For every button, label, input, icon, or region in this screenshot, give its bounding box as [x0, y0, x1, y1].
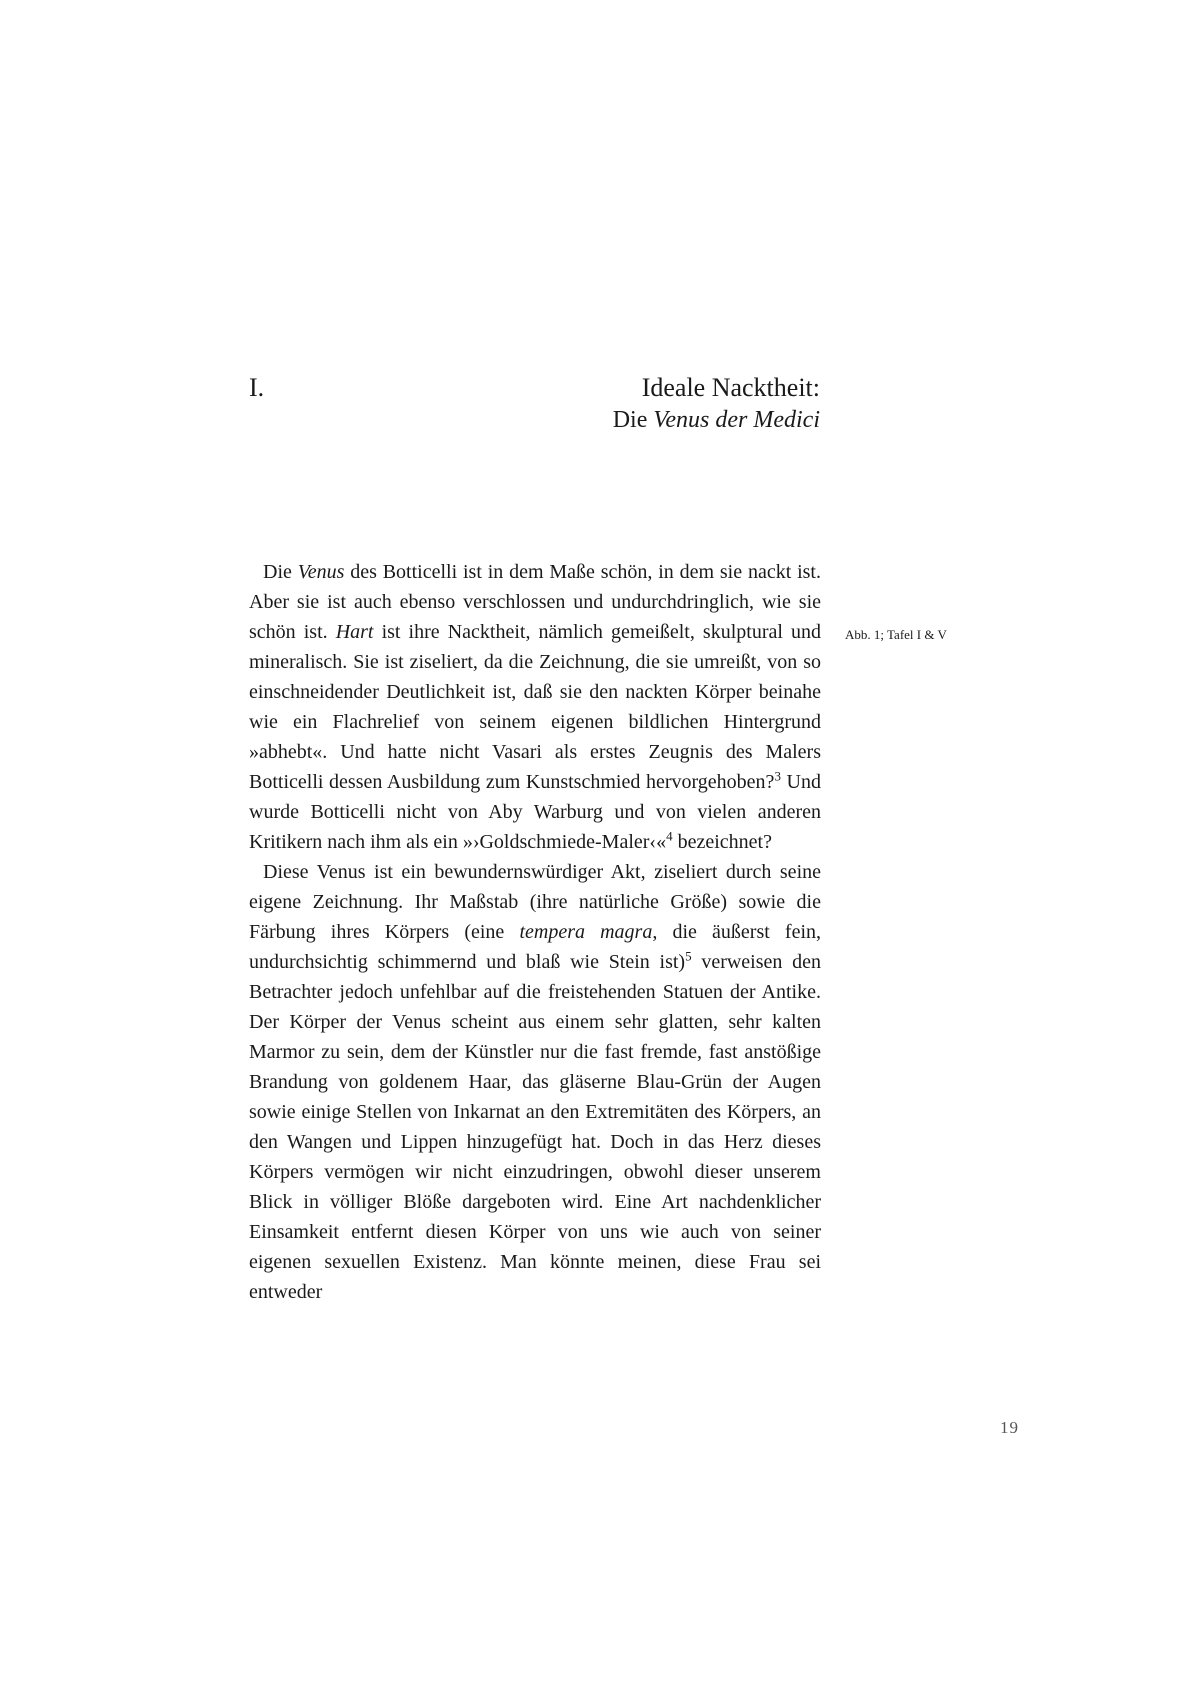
body-text — [249, 557, 821, 1307]
p1-italic-hart: Hart — [335, 621, 374, 643]
paragraph-2 — [249, 857, 821, 1307]
chapter-title-prefix: Die — [612, 407, 654, 433]
p2-text-1: Diese Venus ist ein bewundernswürdiger Akt, ziseliert durch seine eigene Zeichnung. Ihr Maßstab (ihre natürliche Größe) sowie die Färbung ihres Körpers (eine — [249, 861, 821, 943]
chapter-title-line-2 — [520, 404, 820, 436]
chapter-title — [520, 372, 820, 436]
p1-text-1: Die — [263, 561, 298, 583]
p1-text-4: Und wurde Botticelli nicht von Aby Warburg und von vielen anderen Kritikern nach ihm als ein »›Goldschmiede-Maler‹« — [249, 771, 822, 853]
p1-text-2: des Botticelli ist in dem Maße schön, in dem sie nackt ist. Aber sie ist auch ebenso verschlossen und undurchdringlich, wie sie schön ist. — [249, 561, 821, 643]
chapter-title-italic: Venus der Medici — [653, 407, 820, 433]
chapter-number: I. — [249, 373, 265, 402]
paragraph-1 — [249, 557, 821, 857]
footnote-ref-5[interactable]: 5 — [685, 948, 692, 964]
p2-text-2: , die äußerst fein, undurchsichtig schimmernd und blaß wie Stein ist) — [249, 921, 822, 973]
p1-text-5: bezeichnet? — [672, 831, 772, 853]
margin-note-figure-ref: Abb. 1; Tafel I & V — [845, 627, 947, 642]
footnote-ref-3[interactable]: 3 — [774, 768, 781, 784]
p1-text-3: ist ihre Nacktheit, nämlich gemeißelt, skulptural und mineralisch. Sie ist ziseliert, da die Zeichnung, die sie umreißt, von so einschneidender Deutlichkeit ist, daß sie den nackten Körper beinahe wie ein Flachrelief von seinem eigenen bildlichen Hintergrund »abhebt«. Und hatte nicht Vasari als erstes Zeugnis des Malers Botticelli dessen Ausbildung zum Kunstschmied hervorgehoben? — [249, 621, 821, 793]
footnote-ref-4[interactable]: 4 — [666, 828, 673, 844]
chapter-title-line-1: Ideale Nacktheit: — [641, 373, 820, 402]
p1-italic-venus: Venus — [297, 561, 345, 583]
p2-text-3: verweisen den Betrachter jedoch unfehlbar auf die freistehenden Statuen der Antike. Der Körper der Venus scheint aus einem sehr glatten, sehr kalten Marmor zu sein, dem der Künstler nur die fast fremde, fast anstößige Brandung von goldenem Haar, das gläserne Blau-Grün der Augen sowie einige Stellen von Inkarnat an den Extremitäten des Körpers, an den Wangen und Lippen hinzugefügt hat. Doch in das Herz dieses Körpers vermögen wir nicht einzudringen, obwohl dieser unserem Blick in völliger Blöße dargeboten wird. Eine Art nachdenklicher Einsamkeit entfernt diesen Körper von uns wie auch von seiner eigenen sexuellen Existenz. Man könnte meinen, diese Frau sei entweder — [249, 951, 822, 1303]
page-number: 19 — [1000, 1418, 1019, 1437]
p2-italic-tempera: tempera magra — [519, 921, 653, 943]
